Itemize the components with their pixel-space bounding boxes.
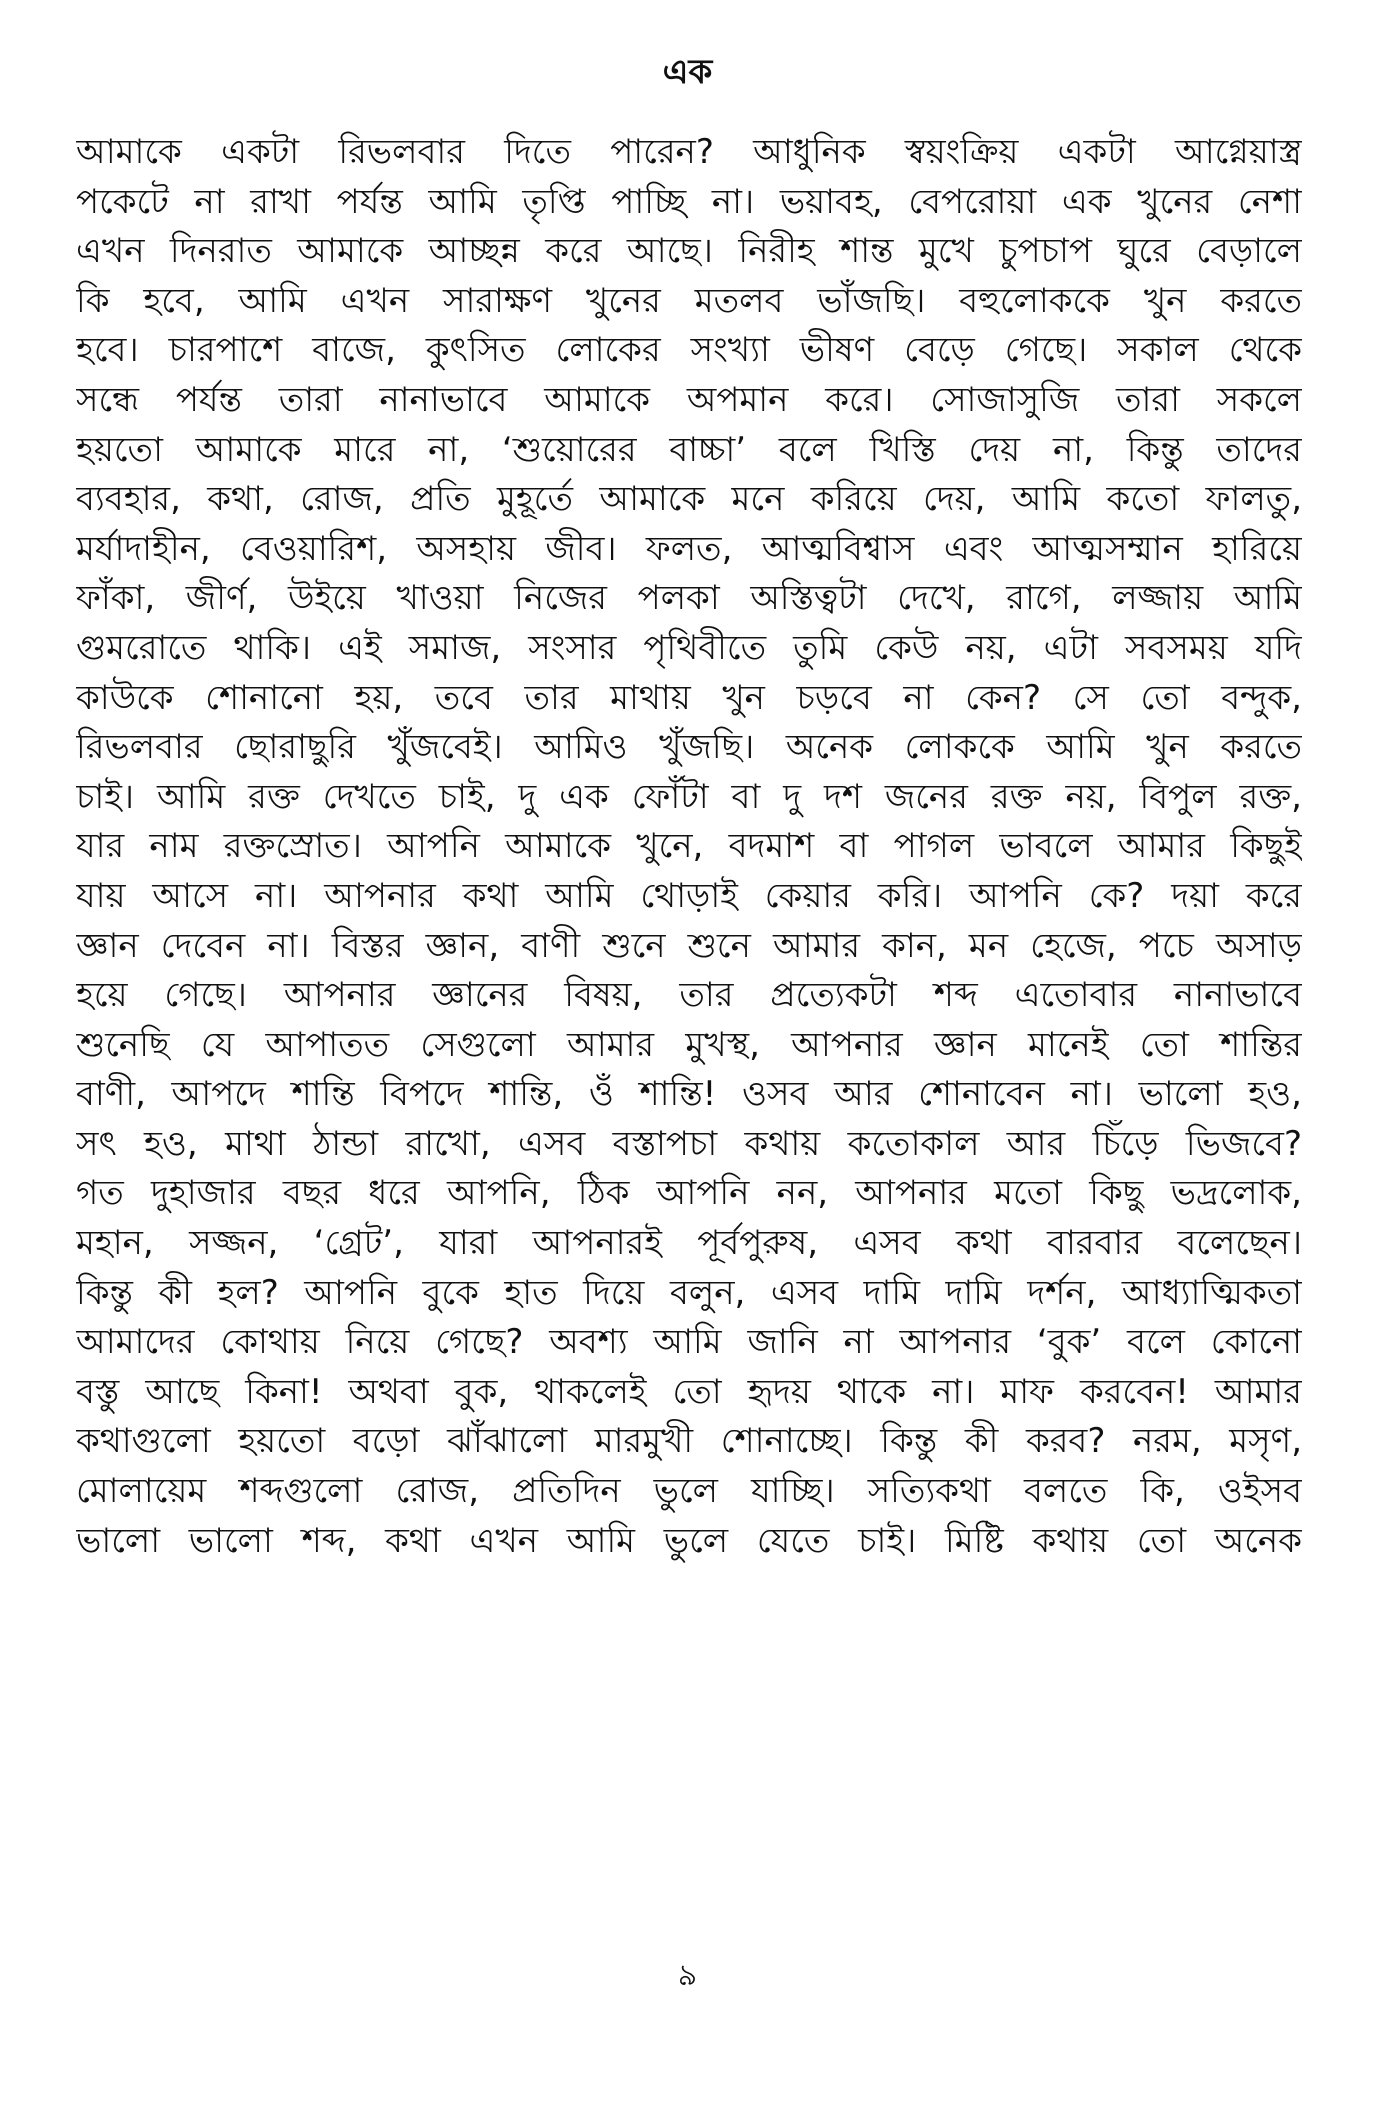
text-line: চাই। আমি রক্ত দেখতে চাই, দু এক ফোঁটা বা দু দশ জনের রক্ত নয়, বিপুল রক্ত,: [76, 776, 1302, 817]
text-line: মহান, সজ্জন, ‘গ্রেট’, যারা আপনারই পূর্বপুরুষ, এসব কথা বারবার বলেছেন।: [76, 1223, 1302, 1264]
text-line: গুমরোতে থাকি। এই সমাজ, সংসার পৃথিবীতে তুমি কেউ নয়, এটা সবসময় যদি: [76, 627, 1302, 668]
text-line: কাউকে শোনানো হয়, তবে তার মাথায় খুন চড়বে না কেন? সে তো বন্দুক,: [76, 677, 1302, 718]
text-line: বাণী, আপদে শান্তি বিপদে শান্তি, ওঁ শান্তি! ওসব আর শোনাবেন না। ভালো হও,: [76, 1074, 1302, 1115]
text-line: ব্যবহার, কথা, রোজ, প্রতি মুহূর্তে আমাকে মনে করিয়ে দেয়, আমি কতো ফালতু,: [76, 479, 1302, 520]
text-line: মর্যাদাহীন, বেওয়ারিশ, অসহায় জীব। ফলত, আত্মবিশ্বাস এবং আত্মসম্মান হারিয়ে: [76, 528, 1302, 569]
text-line: আমাকে একটা রিভলবার দিতে পারেন? আধুনিক স্বয়ংক্রিয় একটা আগ্নেয়াস্ত্র: [76, 132, 1302, 172]
text-line: কথাগুলো হয়তো বড়ো ঝাঁঝালো মারমুখী শোনাচ্ছে। কিন্তু কী করব? নরম, মসৃণ,: [76, 1421, 1302, 1462]
text-line: সৎ হও, মাথা ঠান্ডা রাখো, এসব বস্তাপচা কথায় কতোকাল আর চিঁড়ে ভিজবে?: [76, 1123, 1302, 1164]
text-line: রিভলবার ছোরাছুরি খুঁজবেই। আমিও খুঁজছি। অনেক লোককে আমি খুন করতে: [76, 727, 1302, 768]
text-line: জ্ঞান দেবেন না। বিস্তর জ্ঞান, বাণী শুনে শুনে আমার কান, মন হেজে, পচে অসাড়: [76, 925, 1302, 966]
text-line: মোলায়েম শব্দগুলো রোজ, প্রতিদিন ভুলে যাচ্ছি। সত্যিকথা বলতে কি, ওইসব: [76, 1471, 1302, 1512]
text-line: এখন দিনরাত আমাকে আচ্ছন্ন করে আছে। নিরীহ শান্ত মুখে চুপচাপ ঘুরে বেড়ালে: [76, 231, 1302, 272]
text-line: হয়তো আমাকে মারে না, ‘শুয়োরের বাচ্চা’ বলে খিস্তি দেয় না, কিন্তু তাদের: [76, 429, 1302, 470]
text-line: যায় আসে না। আপনার কথা আমি থোড়াই কেয়ার করি। আপনি কে? দয়া করে: [76, 875, 1302, 916]
text-line: সন্ধে পর্যন্ত তারা নানাভাবে আমাকে অপমান করে। সোজাসুজি তারা সকলে: [76, 379, 1302, 420]
text-line: কিন্তু কী হল? আপনি বুকে হাত দিয়ে বলুন, এসব দামি দামি দর্শন, আধ্যাত্মিকতা: [76, 1272, 1302, 1313]
text-line: গত দুহাজার বছর ধরে আপনি, ঠিক আপনি নন, আপনার মতো কিছু ভদ্রলোক,: [76, 1173, 1302, 1214]
text-line: কি হবে, আমি এখন সারাক্ষণ খুনের মতলব ভাঁজছি। বহুলোককে খুন করতে: [76, 280, 1302, 321]
text-line: আমাদের কোথায় নিয়ে গেছে? অবশ্য আমি জানি না আপনার ‘বুক’ বলে কোনো: [76, 1322, 1302, 1363]
text-line: হয়ে গেছে। আপনার জ্ঞানের বিষয়, তার প্রত্যেকটা শব্দ এতোবার নানাভাবে: [76, 975, 1302, 1016]
body-text: [76, 128, 1302, 1566]
text-line: যার নাম রক্তস্রোত। আপনি আমাকে খুনে, বদমাশ বা পাগল ভাবলে আমার কিছুই: [76, 826, 1302, 867]
chapter-title: এক: [662, 52, 713, 92]
text-line: পকেটে না রাখা পর্যন্ত আমি তৃপ্তি পাচ্ছি না। ভয়াবহ, বেপরোয়া এক খুনের নেশা: [76, 181, 1302, 222]
text-line: হবে। চারপাশে বাজে, কুৎসিত লোকের সংখ্যা ভীষণ বেড়ে গেছে। সকাল থেকে: [76, 330, 1302, 371]
text-line: শুনেছি যে আপাতত সেগুলো আমার মুখস্থ, আপনার জ্ঞান মানেই তো শান্তির: [76, 1024, 1302, 1065]
text-line: ভালো ভালো শব্দ, কথা এখন আমি ভুলে যেতে চাই। মিষ্টি কথায় তো অনেক: [76, 1520, 1302, 1561]
text-line: বস্তু আছে কিনা! অথবা বুক, থাকলেই তো হৃদয় থাকে না। মাফ করবেন! আমার: [76, 1371, 1302, 1412]
text-line: ফাঁকা, জীর্ণ, উইয়ে খাওয়া নিজের পলকা অস্তিত্বটা দেখে, রাগে, লজ্জায় আমি: [76, 578, 1302, 619]
page-number: ৯: [677, 1958, 698, 1993]
